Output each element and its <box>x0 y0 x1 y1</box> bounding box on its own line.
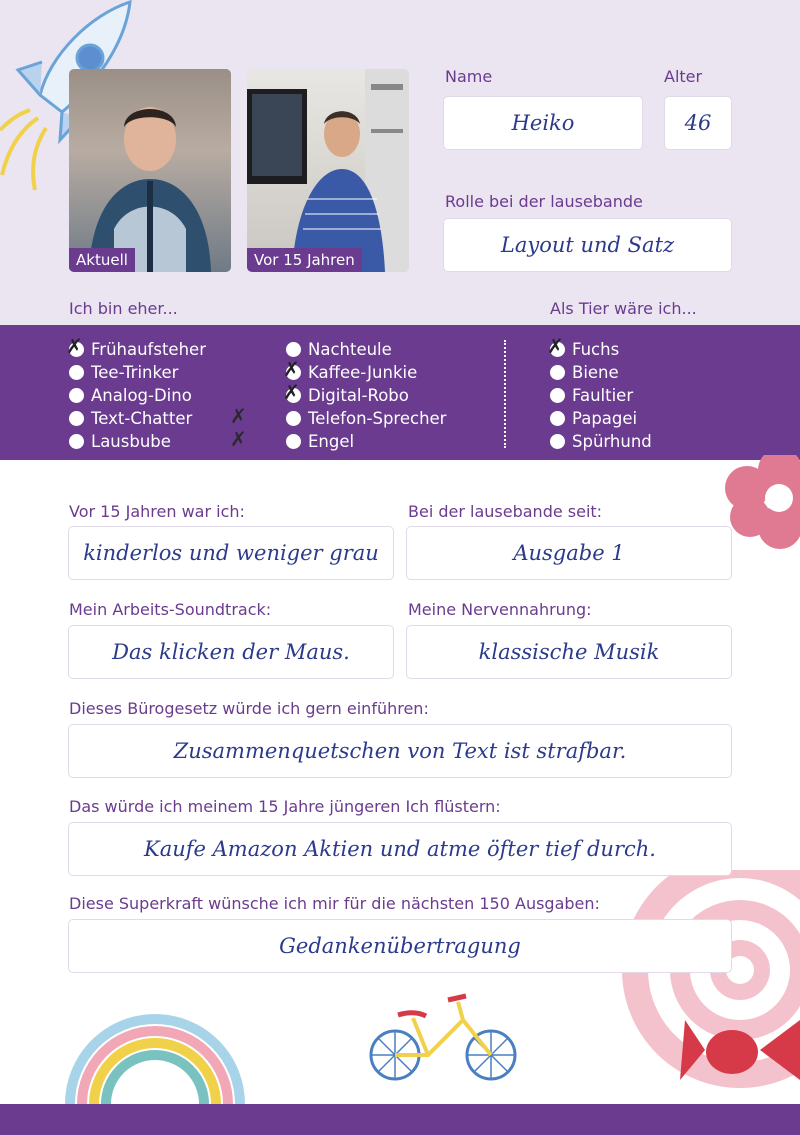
q1-answer: kinderlos und weniger grau <box>83 541 379 565</box>
q3-field[interactable] <box>68 625 394 679</box>
animal-heading: Als Tier wäre ich... <box>550 299 697 318</box>
photo-caption-current: Aktuell <box>69 248 135 272</box>
trait-option-label: Lausbube <box>91 432 171 451</box>
animal-option[interactable] <box>550 363 619 382</box>
trait-option-label: Nachteule <box>308 340 392 359</box>
q6-label: Das würde ich meinem 15 Jahre jüngeren Ich flüstern: <box>69 797 501 816</box>
trait-option[interactable] <box>69 432 171 451</box>
trait-option[interactable] <box>286 432 354 451</box>
checkbox-circle[interactable] <box>286 434 301 449</box>
animal-option-label: Fuchs <box>572 340 620 359</box>
animal-option-label: Papagei <box>572 409 638 428</box>
animal-option-label: Biene <box>572 363 619 382</box>
checkbox-circle[interactable] <box>550 434 565 449</box>
footer-band <box>0 1104 800 1135</box>
checkbox-circle[interactable] <box>283 380 301 404</box>
animal-option[interactable] <box>550 409 637 428</box>
trait-option-label: Text-Chatter <box>91 409 193 428</box>
trait-option[interactable] <box>286 340 392 359</box>
q3-label: Mein Arbeits-Soundtrack: <box>69 600 272 619</box>
q5-field[interactable] <box>68 724 732 778</box>
trait-option[interactable] <box>286 409 446 428</box>
q5-answer: Zusammenquetschen von Text ist strafbar. <box>173 739 627 763</box>
cross-mark-icon: ✗ <box>547 334 564 358</box>
q4-answer: klassische Musik <box>478 640 660 664</box>
q6-field[interactable] <box>68 822 732 876</box>
age-value: 46 <box>684 111 712 135</box>
checkbox-circle[interactable] <box>69 388 84 403</box>
trait-option-label: Analog-Dino <box>91 386 192 405</box>
bicycle-icon <box>368 990 520 1085</box>
trait-option[interactable] <box>66 334 206 359</box>
animal-option[interactable] <box>550 386 633 405</box>
cross-mark-icon: ✗ <box>230 427 247 451</box>
cross-mark-icon: ✗ <box>230 404 247 428</box>
traits-heading: Ich bin eher... <box>69 299 178 318</box>
checkbox-circle[interactable] <box>66 334 84 358</box>
trait-option-label: Kaffee-Junkie <box>308 363 418 382</box>
lollipop-icon <box>610 870 800 1105</box>
animal-option-label: Spürhund <box>572 432 652 451</box>
checkbox-circle[interactable] <box>69 365 84 380</box>
trait-option[interactable] <box>69 363 178 382</box>
animal-option[interactable] <box>547 334 620 359</box>
name-label: Name <box>445 67 493 86</box>
rainbow-icon <box>60 1000 250 1104</box>
checkbox-circle[interactable] <box>286 342 301 357</box>
trait-option-label: Engel <box>308 432 355 451</box>
animal-option-label: Faultier <box>572 386 634 405</box>
age-label: Alter <box>664 67 703 86</box>
trait-option-label: Frühaufsteher <box>91 340 206 359</box>
trait-option[interactable] <box>69 409 192 428</box>
q2-field[interactable] <box>406 526 732 580</box>
checkbox-circle[interactable] <box>69 411 84 426</box>
q1-field[interactable] <box>68 526 394 580</box>
trait-option[interactable] <box>283 357 418 382</box>
cross-mark-icon: ✗ <box>66 334 83 358</box>
trait-option-label: Digital-Robo <box>308 386 409 405</box>
role-field[interactable] <box>443 218 732 272</box>
photo-caption-past: Vor 15 Jahren <box>247 248 362 272</box>
trait-option-label: Tee-Trinker <box>91 363 179 382</box>
trait-option[interactable] <box>69 386 192 405</box>
checkbox-circle[interactable] <box>550 411 565 426</box>
name-value: Heiko <box>511 111 575 135</box>
q6-answer: Kaufe Amazon Aktien und atme öfter tief durch. <box>144 837 656 861</box>
role-value: Layout und Satz <box>500 233 675 257</box>
dotted-divider <box>504 340 506 448</box>
age-field[interactable] <box>664 96 732 150</box>
checkbox-circle[interactable] <box>283 357 301 381</box>
portrait-past-icon <box>247 69 409 272</box>
q7-field[interactable] <box>68 919 732 973</box>
q2-label: Bei der lausebande seit: <box>408 502 603 521</box>
trait-option-label: Telefon-Sprecher <box>308 409 447 428</box>
animal-option[interactable] <box>550 432 652 451</box>
checkbox-circle[interactable] <box>550 388 565 403</box>
current-photo <box>69 69 231 272</box>
checkbox-circle[interactable] <box>550 365 565 380</box>
cross-mark-icon: ✗ <box>283 380 300 404</box>
past-photo <box>247 69 409 272</box>
checkbox-circle[interactable] <box>547 334 565 358</box>
name-field[interactable] <box>443 96 643 150</box>
q5-label: Dieses Bürogesetz würde ich gern einführen: <box>69 699 429 718</box>
role-label: Rolle bei der lausebande <box>445 192 643 211</box>
checkbox-circle[interactable] <box>69 434 84 449</box>
portrait-current-icon <box>69 69 231 272</box>
q4-label: Meine Nervennahrung: <box>408 600 592 619</box>
q7-answer: Gedankenübertragung <box>279 934 521 958</box>
q4-field[interactable] <box>406 625 732 679</box>
q7-label: Diese Superkraft wünsche ich mir für die nächsten 150 Ausgaben: <box>69 894 600 913</box>
q1-label: Vor 15 Jahren war ich: <box>69 502 245 521</box>
cross-mark-icon: ✗ <box>283 357 300 381</box>
trait-option[interactable] <box>283 380 409 405</box>
q3-answer: Das klicken der Maus. <box>112 640 350 664</box>
q2-answer: Ausgabe 1 <box>513 541 625 565</box>
checkbox-circle[interactable] <box>286 411 301 426</box>
